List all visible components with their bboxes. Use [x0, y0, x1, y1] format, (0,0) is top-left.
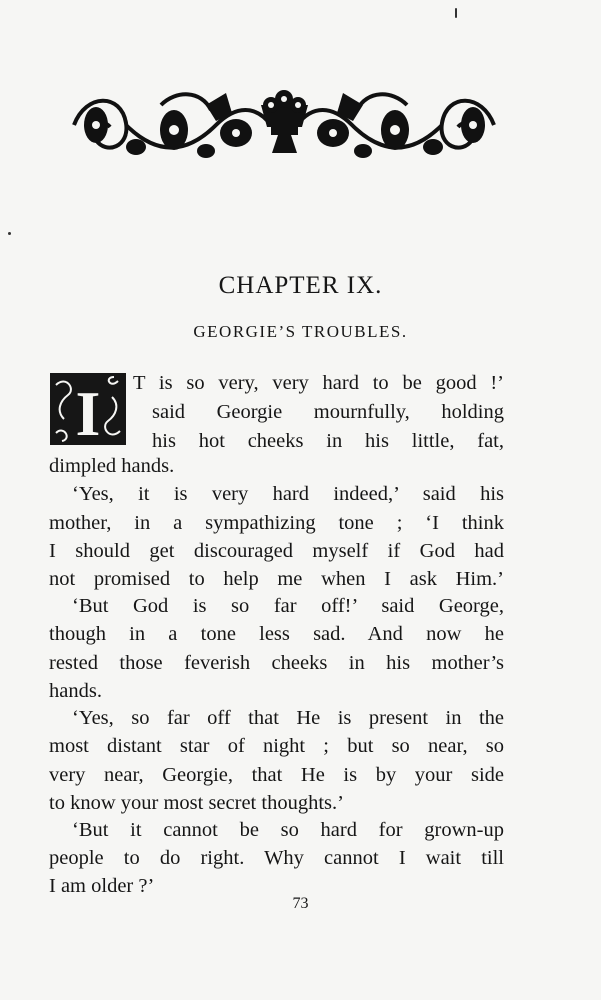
drop-cap-letter: I — [75, 378, 101, 447]
text-line: ‘But it cannot be so hard for grown-up — [72, 819, 504, 841]
paper-speck — [8, 232, 11, 235]
text-line: to know your most secret thoughts.’ — [49, 792, 344, 814]
text-line: I should get discouraged myself if God had — [49, 540, 504, 562]
text-line: his hot cheeks in his little, fat, — [152, 430, 504, 452]
page-number: 73 — [292, 895, 309, 912]
text-line: I am older ?’ — [49, 875, 155, 897]
text-line: dimpled hands. — [49, 455, 175, 477]
text-line: ‘But God is so far off!’ said George, — [72, 595, 504, 617]
drop-cap-ornament — [48, 371, 128, 447]
text-line: hands. — [49, 680, 102, 702]
text-line: rested those feverish cheeks in his mother’s — [49, 652, 504, 674]
text-line: very near, Georgie, that He is by your side — [49, 764, 504, 786]
text-line: ‘Yes, so far off that He is present in the — [72, 707, 504, 729]
text-line: ‘Yes, it is very hard indeed,’ said his — [72, 483, 504, 505]
text-line: people to do right. Why cannot I wait till — [49, 847, 504, 869]
chapter-heading: CHAPTER IX. — [218, 272, 383, 299]
chapter-title: GEORGIE’S TROUBLES. — [193, 322, 408, 341]
text-line: most distant star of night ; but so near, so — [49, 735, 504, 757]
paper-speck — [455, 8, 457, 18]
text-line: mother, in a sympathizing tone ; ‘I think — [49, 512, 504, 534]
text-line: T is so very, very hard to be good !’ — [133, 372, 504, 394]
text-line: not promised to help me when I ask Him.’ — [49, 568, 504, 590]
text-line: though in a tone less sad. And now he — [49, 623, 504, 645]
text-line: said Georgie mournfully, holding — [152, 401, 504, 423]
ornamental-headpiece — [66, 85, 503, 165]
